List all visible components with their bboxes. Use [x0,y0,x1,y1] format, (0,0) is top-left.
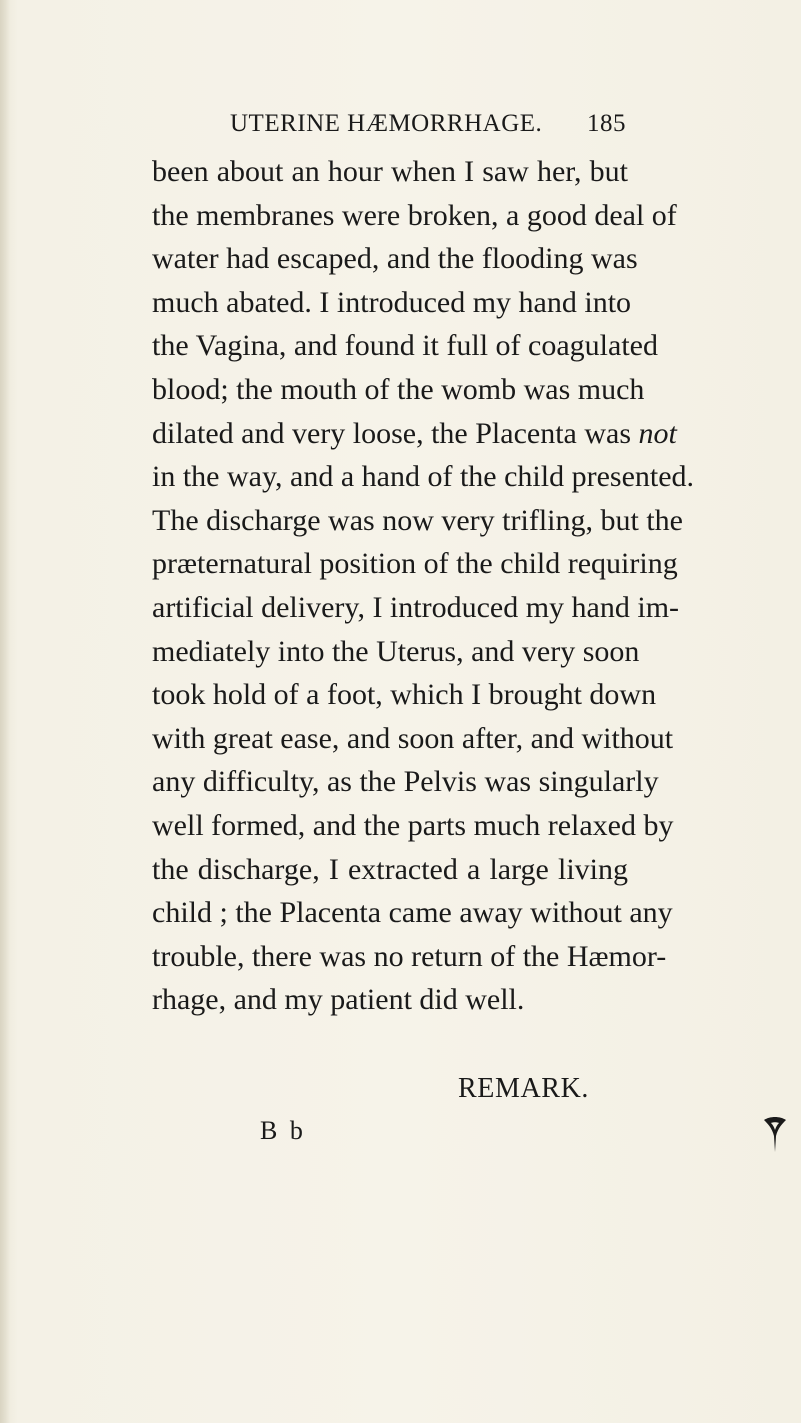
text-line: artificial delivery, I introduced my hand im- [152,590,680,624]
signature-mark: B b [260,1116,306,1145]
italic-word: not [638,416,677,450]
text-line [152,412,677,456]
catchword: REMARK. [458,1073,589,1104]
text-line: the membranes were broken, a good deal of [152,198,677,232]
page-header [230,110,626,150]
running-title: UTERINE HÆMORRHAGE. [230,110,543,137]
text-line: the Vagina, and found it full of coagulated [152,329,658,363]
text-line: with great ease, and soon after, and without [152,721,674,755]
text-line: mediately into the Uterus, and very soon [152,634,640,668]
fleuron-icon [762,1114,788,1154]
text-line: præternatural position of the child requiring [152,547,678,581]
text-line: in the way, and a hand of the child presented. [152,460,695,494]
text-line: rhage, and my patient did well. [152,983,525,1017]
body-text [152,150,695,1022]
text-line: trouble, there was no return of the Hæmor- [152,939,667,973]
text-line: been about an hour when I saw her, but [152,155,628,188]
text-line: the discharge, I extracted a large living [152,852,628,886]
binding-edge [0,0,10,1423]
text-line: The discharge was now very trifling, but the [152,503,683,537]
text-line: blood; the mouth of the womb was much [152,372,645,406]
text-line: took hold of a foot, which I brought down [152,678,657,712]
text-line: any difficulty, as the Pelvis was singularly [152,765,659,799]
text-line: much abated. I introduced my hand into [152,285,632,319]
page-number: 185 [587,110,626,137]
text-line: child ; the Placenta came away without any [152,896,673,930]
text-line-start: dilated and very loose, the Placenta was [152,416,632,450]
text-line: water had escaped, and the flooding was [152,242,638,276]
text-line: well formed, and the parts much relaxed by [152,808,674,842]
